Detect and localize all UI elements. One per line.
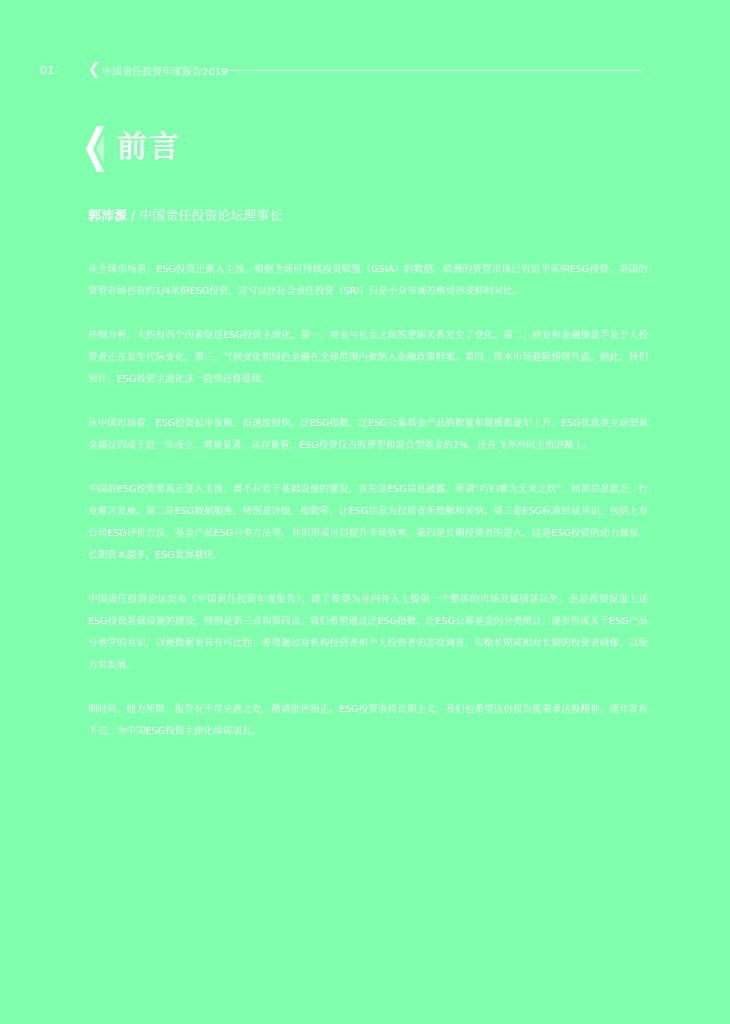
author-role: 中国责任投资论坛理事长 <box>139 209 283 224</box>
section-chevron-icon <box>86 126 104 172</box>
paragraph: 从中国市场看，ESG投资起步虽晚，但速度很快。泛ESG指数、泛ESG公募基金产品的数量和规模都逐年上升，ESG优选类主动型基金超过四成于近一年成立，增量显著。从存量看，ESG投资仅占股票型和混合型基金的2%，还在飞奔冲向主流的路上。 <box>88 418 648 451</box>
paragraph: 从全球市场看，ESG投资正渐入主流。根据全球可持续投资联盟（GSIA）的数据，欧洲的资管市场已有近半采纳ESG投资，美国的资管市场也有约1/4采纳ESG投资，这与以往社会责任投资（SRI）只是小众市场的格局形成鲜明对比。 <box>88 264 648 297</box>
paragraph: 中国的ESG投资要真正进入主流，离不开若干基础设施的建设。首先是ESG信息披露，所谓“巧妇难为无米之炊”，如果信息匮乏，行业难言发展。第二是ESG数据服务，特别是评级、指数等，让ESG信息为投资者所理解和采纳。第三是ESG标准形成共识，包括上市公司ESG评价方法、基金产品ESG分类方法等，共识形成可以提升市场效率。第四是长期投资者的进入，这是ESG投资的动力源泉，长期资本越多，ESG发展越快。 <box>88 484 648 561</box>
paragraph: 中国责任投资论坛发布《中国责任投资年度报告》，除了希望为业内外人士提供一个整体的市场发展描述以外，也是希望促进上述ESG投资基础设施的建设，特别是第三点和第四点。我们希望通过泛ESG指数、泛ESG公募基金的分类统计，逐步形成关于ESG产品分类学的共识，以便数据更具有可比性；希望通过对机构投资者和个人投资者的态度调查，勾勒长期或相对长期的投资者画像，以助力其发展。 <box>88 594 648 671</box>
body-text <box>88 259 648 765</box>
paragraph: 仔细分析，大约有四个因素促进ESG投资主流化。第一，商业与社会之间的逻辑关系发生了变化。第二，商业和金融操盘手及个人投资者正在发生代际变化。第三，气候变化和绿色金融在全球范围内被纳入金融政策框架。第四，资本市场避险情绪升温。据此，我们预计，ESG投资主流化这一趋势还将延续。 <box>88 330 648 385</box>
chevron-left-icon <box>88 62 98 78</box>
header-divider <box>226 70 642 71</box>
author-name: 郭沛源 <box>88 209 128 224</box>
running-header <box>88 62 227 78</box>
running-title: 中国责任投资年度报告2019 <box>102 66 228 78</box>
author-line <box>88 208 282 226</box>
page-number: 01 <box>40 64 55 77</box>
author-separator: / <box>131 209 136 224</box>
paragraph: 囿时间、能力所限，报告有不尽完善之处，敬请批评指正。ESG投资崇尚长期主义，我们也希望这份报告能秉承这股精神，逐年发布下去，为中国ESG投资主流化添砖加瓦。 <box>88 704 648 737</box>
page-title: 前言 <box>117 130 181 165</box>
